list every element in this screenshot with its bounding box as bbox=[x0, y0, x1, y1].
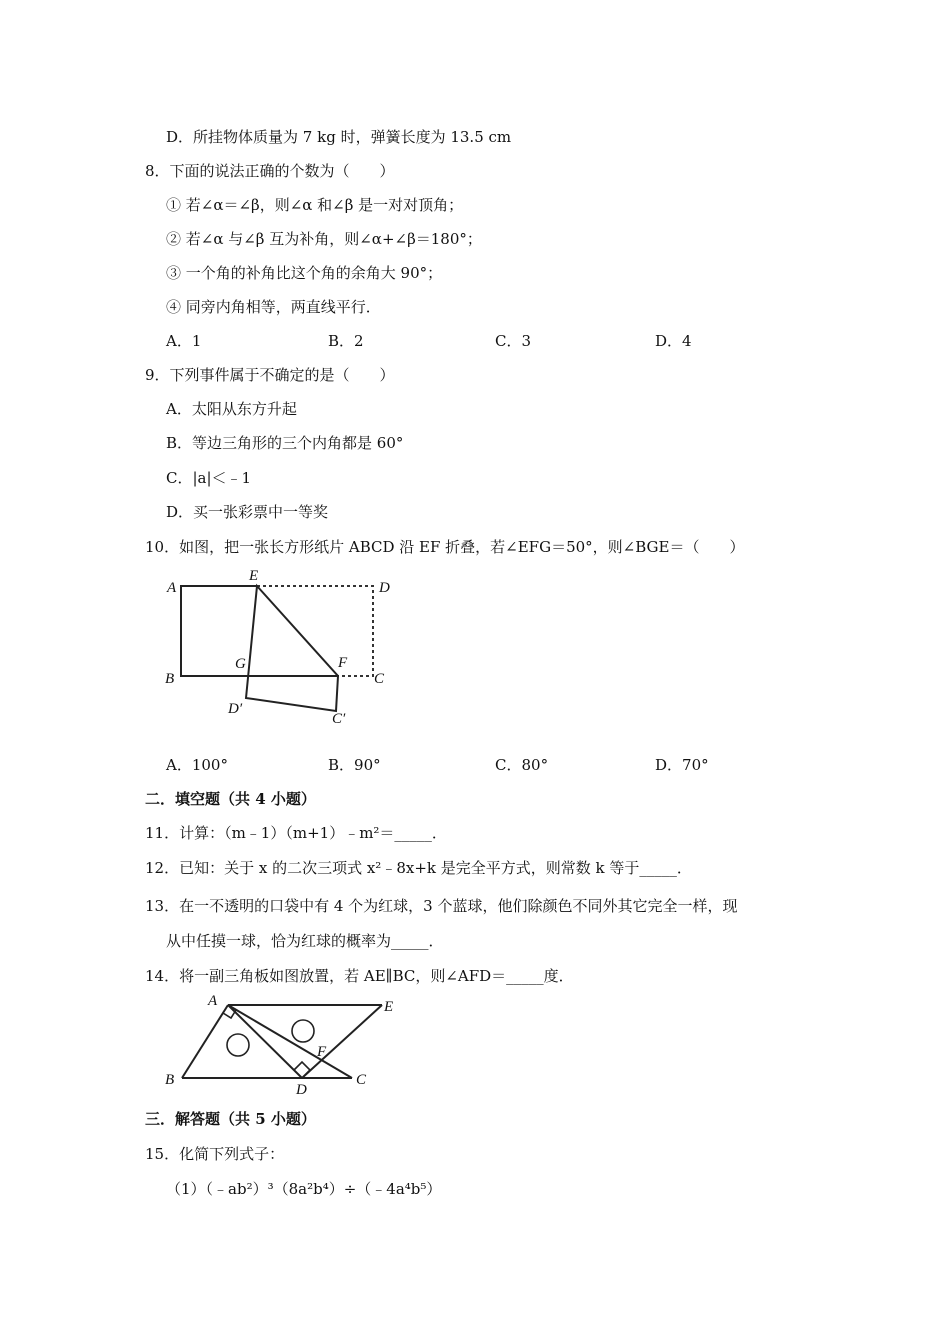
q9-option-d: D．买一张彩票中一等奖 bbox=[166, 503, 329, 521]
q11: 11．计算：（m﹣1）（m+1）﹣m²＝_____． bbox=[145, 824, 447, 842]
q10-fold-figure bbox=[160, 565, 400, 730]
q14-stem: 14．将一副三角板如图放置，若 AE∥BC，则∠AFD＝_____度． bbox=[145, 967, 574, 985]
q10-option-b: B．90° bbox=[328, 756, 381, 774]
q10-option-d: D．70° bbox=[655, 756, 709, 774]
q10-folded-flap bbox=[246, 586, 338, 711]
q9-option-b: B．等边三角形的三个内角都是 60° bbox=[166, 434, 404, 452]
q14-label-b: B bbox=[165, 1072, 175, 1088]
q8-option-a: A．1 bbox=[166, 332, 202, 350]
q10-label-f: F bbox=[338, 655, 348, 671]
q14-label-c: C bbox=[356, 1072, 367, 1088]
q14-label-f: F bbox=[317, 1044, 327, 1060]
q9-option-c: C．|a|＜﹣1 bbox=[166, 469, 252, 487]
q14-label-a: A bbox=[208, 993, 218, 1009]
q10-label-g: G bbox=[235, 656, 246, 672]
q10-stem: 10．如图，把一张长方形纸片 ABCD 沿 EF 折叠，若∠EFG＝50°，则∠BGE＝（ ） bbox=[145, 538, 745, 556]
q15-part-1: （1）（﹣ab²）³（8a²b⁴）÷（﹣4a⁴b⁵） bbox=[166, 1180, 442, 1198]
q8-statement-3: ③ 一个角的补角比这个角的余角大 90°； bbox=[166, 264, 443, 282]
q10-label-c-prime: C′ bbox=[332, 711, 346, 727]
q8-statement-2: ② 若∠α 与∠β 互为补角，则∠α+∠β＝180°； bbox=[166, 230, 482, 248]
q12: 12．已知：关于 x 的二次三项式 x²﹣8x+k 是完全平方式，则常数 k 等于_____． bbox=[145, 859, 692, 877]
q13-line-1: 13．在一不透明的口袋中有 4 个为红球，3 个蓝球，他们除颜色不同外其它完全一样，现 bbox=[145, 897, 738, 915]
q14-circle-right bbox=[292, 1020, 314, 1042]
q10-option-a: A．100° bbox=[166, 756, 228, 774]
q13-line-2: 从中任摸一球，恰为红球的概率为_____． bbox=[166, 932, 444, 950]
q9-stem: 9．下列事件属于不确定的是（ ） bbox=[145, 366, 395, 384]
q10-option-c: C．80° bbox=[495, 756, 549, 774]
q15-stem: 15．化简下列式子： bbox=[145, 1145, 285, 1163]
q10-label-d: D bbox=[379, 580, 390, 596]
q10-label-b: B bbox=[165, 671, 175, 687]
q14-right-angle-d bbox=[294, 1062, 310, 1078]
q14-label-e: E bbox=[384, 999, 394, 1015]
q10-label-a: A bbox=[167, 580, 177, 596]
q10-dotted-original bbox=[257, 586, 373, 676]
q8-stem: 8．下面的说法正确的个数为（ ） bbox=[145, 162, 395, 180]
q9-option-a: A．太阳从东方升起 bbox=[166, 400, 297, 418]
q8-statement-1: ① 若∠α＝∠β，则∠α 和∠β 是一对对顶角； bbox=[166, 196, 464, 214]
q8-option-c: C．3 bbox=[495, 332, 532, 350]
q10-rect-edges bbox=[181, 586, 338, 676]
section-3-heading: 三．解答题（共 5 小题） bbox=[145, 1110, 316, 1128]
q14-triangles-figure bbox=[160, 990, 410, 1100]
q8-option-b: B．2 bbox=[328, 332, 364, 350]
q10-label-c: C bbox=[374, 671, 385, 687]
q14-circle-left bbox=[227, 1034, 249, 1056]
q14-label-d: D bbox=[296, 1082, 307, 1098]
section-2-heading: 二．填空题（共 4 小题） bbox=[145, 790, 316, 808]
q8-option-d: D．4 bbox=[655, 332, 692, 350]
q7-option-d: D．所挂物体质量为 7 kg 时，弹簧长度为 13.5 cm bbox=[166, 128, 512, 146]
q8-statement-4: ④ 同旁内角相等，两直线平行． bbox=[166, 298, 381, 316]
q10-label-e: E bbox=[249, 568, 259, 584]
q10-label-d-prime: D′ bbox=[228, 701, 243, 717]
